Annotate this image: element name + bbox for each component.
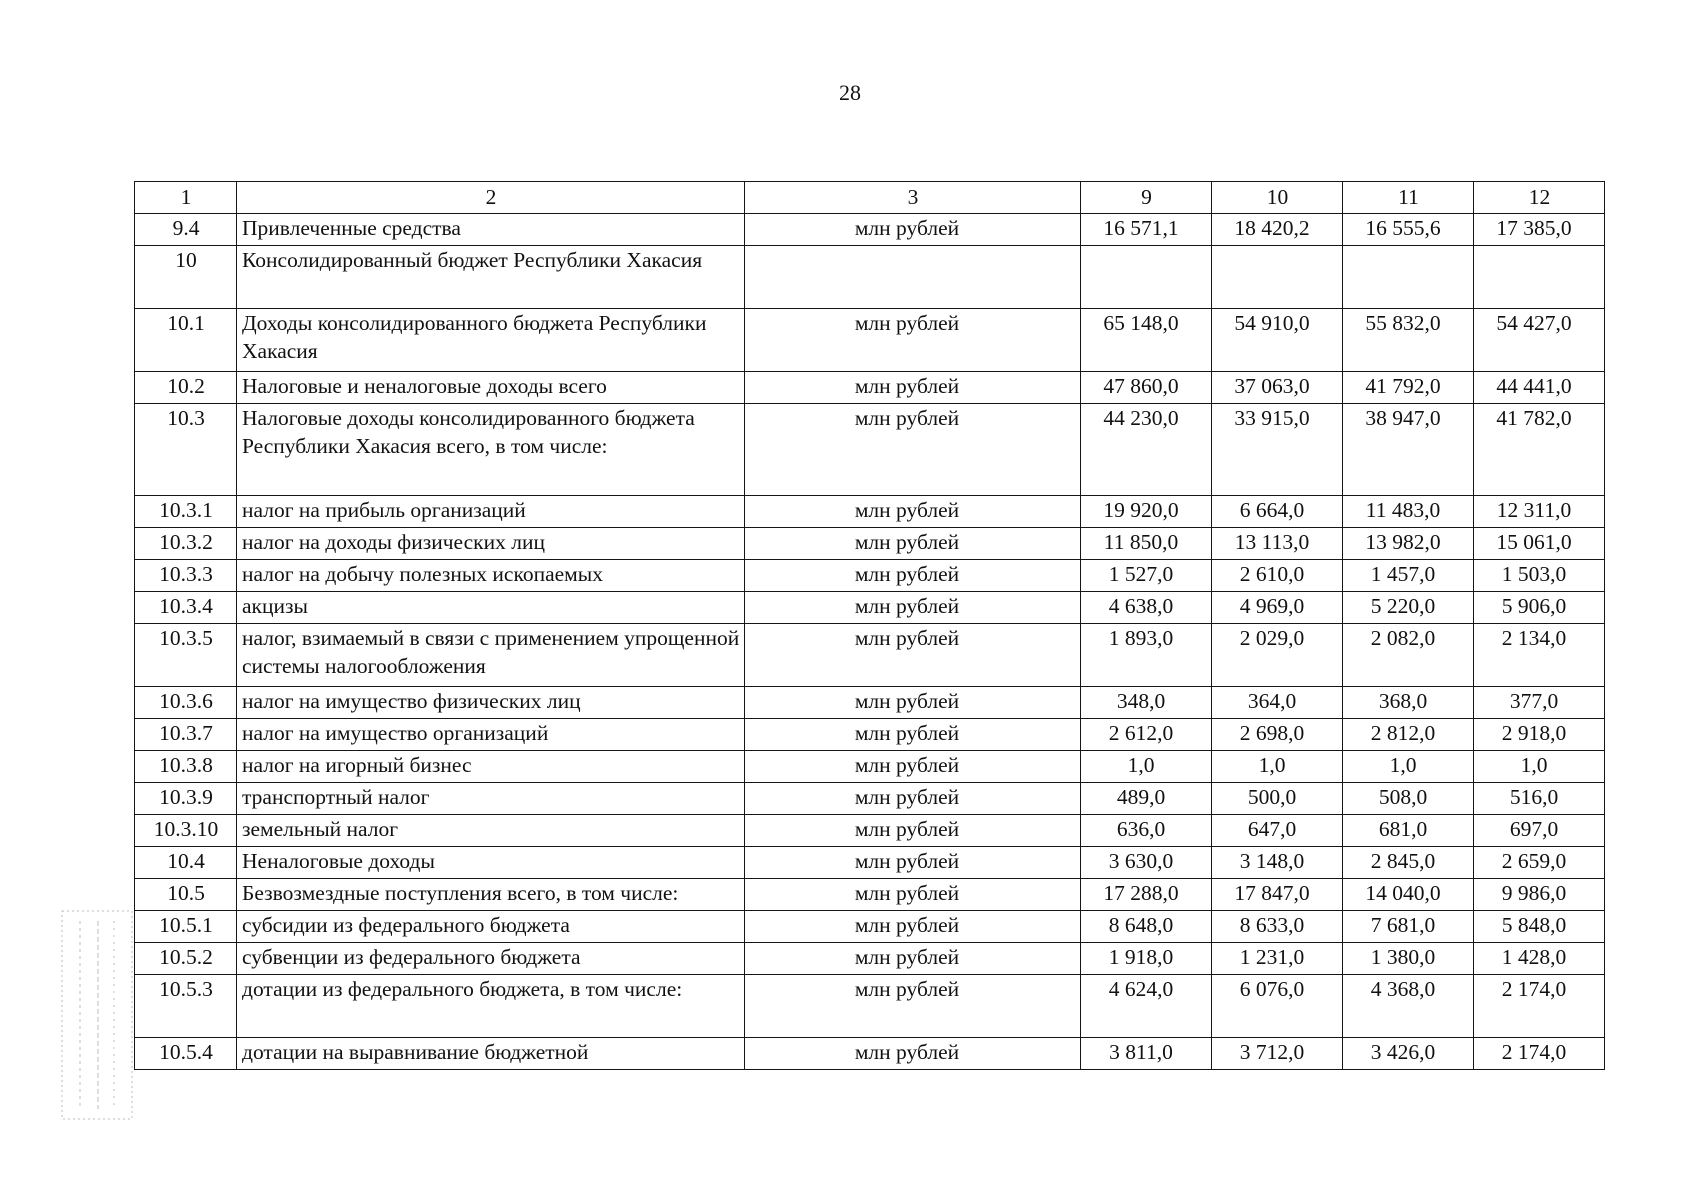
value-cell: 55 832,0 [1343,309,1474,372]
value-cell: 1 918,0 [1081,943,1212,975]
value-cell [1474,246,1605,309]
indicator-name-cell: Привлеченные средства [237,214,745,246]
indicator-name-cell: Налоговые доходы консолидированного бюджета Республики Хакасия всего, в том числе: [237,404,745,496]
value-cell: 47 860,0 [1081,372,1212,404]
value-cell: 2 659,0 [1474,847,1605,879]
column-header: 1 [135,182,237,214]
value-cell: 1 428,0 [1474,943,1605,975]
indicator-name-cell: субвенции из федерального бюджета [237,943,745,975]
value-cell: 5 906,0 [1474,592,1605,624]
value-cell: 17 288,0 [1081,879,1212,911]
table-row [135,372,1605,404]
table-row [135,309,1605,372]
table-row [135,943,1605,975]
value-cell: 41 792,0 [1343,372,1474,404]
unit-cell: млн рублей [745,528,1081,560]
value-cell: 697,0 [1474,815,1605,847]
table-row [135,560,1605,592]
unit-cell: млн рублей [745,687,1081,719]
value-cell: 6 076,0 [1212,975,1343,1038]
unit-cell: млн рублей [745,783,1081,815]
value-cell: 44 441,0 [1474,372,1605,404]
value-cell: 348,0 [1081,687,1212,719]
value-cell: 647,0 [1212,815,1343,847]
value-cell: 8 633,0 [1212,911,1343,943]
indicator-name-cell: налог на имущество физических лиц [237,687,745,719]
column-header: 3 [745,182,1081,214]
column-header: 11 [1343,182,1474,214]
value-cell: 12 311,0 [1474,496,1605,528]
table-row [135,1038,1605,1070]
indicator-name-cell: дотации из федерального бюджета, в том числе: [237,975,745,1038]
row-number-cell: 10.5.1 [135,911,237,943]
indicator-name-cell: Консолидированный бюджет Республики Хакасия [237,246,745,309]
table-row [135,496,1605,528]
value-cell: 2 029,0 [1212,624,1343,687]
value-cell: 65 148,0 [1081,309,1212,372]
value-cell: 13 113,0 [1212,528,1343,560]
value-cell: 516,0 [1474,783,1605,815]
table-row [135,847,1605,879]
value-cell: 1 380,0 [1343,943,1474,975]
unit-cell: млн рублей [745,943,1081,975]
row-number-cell: 10.3.1 [135,496,237,528]
row-number-cell: 10 [135,246,237,309]
table-header-row [135,182,1605,214]
value-cell: 4 969,0 [1212,592,1343,624]
row-number-cell: 10.3.7 [135,719,237,751]
row-number-cell: 10.3.8 [135,751,237,783]
value-cell: 2 918,0 [1474,719,1605,751]
value-cell: 500,0 [1212,783,1343,815]
value-cell: 489,0 [1081,783,1212,815]
value-cell: 7 681,0 [1343,911,1474,943]
value-cell: 11 850,0 [1081,528,1212,560]
unit-cell: млн рублей [745,751,1081,783]
unit-cell: млн рублей [745,975,1081,1038]
indicator-name-cell: дотации на выравнивание бюджетной [237,1038,745,1070]
value-cell: 2 082,0 [1343,624,1474,687]
value-cell: 2 174,0 [1474,975,1605,1038]
row-number-cell: 10.3.4 [135,592,237,624]
unit-cell: млн рублей [745,847,1081,879]
unit-cell: млн рублей [745,309,1081,372]
indicator-name-cell: земельный налог [237,815,745,847]
value-cell: 4 624,0 [1081,975,1212,1038]
unit-cell: млн рублей [745,624,1081,687]
value-cell: 38 947,0 [1343,404,1474,496]
table-row [135,719,1605,751]
row-number-cell: 10.3.2 [135,528,237,560]
value-cell: 16 571,1 [1081,214,1212,246]
table-row [135,246,1605,309]
table-row [135,815,1605,847]
unit-cell: млн рублей [745,815,1081,847]
table-row [135,404,1605,496]
value-cell: 2 612,0 [1081,719,1212,751]
unit-cell: млн рублей [745,496,1081,528]
archive-stamp [58,905,136,1125]
unit-cell: млн рублей [745,372,1081,404]
value-cell: 2 610,0 [1212,560,1343,592]
value-cell: 1 893,0 [1081,624,1212,687]
value-cell: 1,0 [1343,751,1474,783]
value-cell: 1 503,0 [1474,560,1605,592]
indicator-name-cell: транспортный налог [237,783,745,815]
row-number-cell: 9.4 [135,214,237,246]
value-cell [1212,246,1343,309]
value-cell: 3 426,0 [1343,1038,1474,1070]
table-row [135,975,1605,1038]
value-cell: 2 134,0 [1474,624,1605,687]
row-number-cell: 10.5.2 [135,943,237,975]
value-cell: 1 231,0 [1212,943,1343,975]
value-cell: 636,0 [1081,815,1212,847]
value-cell: 2 174,0 [1474,1038,1605,1070]
row-number-cell: 10.5.4 [135,1038,237,1070]
row-number-cell: 10.3.3 [135,560,237,592]
value-cell: 1 457,0 [1343,560,1474,592]
table-row [135,911,1605,943]
value-cell: 5 848,0 [1474,911,1605,943]
value-cell: 1,0 [1081,751,1212,783]
table-container [134,181,1605,1070]
value-cell: 14 040,0 [1343,879,1474,911]
indicator-name-cell: налог на добычу полезных ископаемых [237,560,745,592]
table-row [135,624,1605,687]
row-number-cell: 10.5 [135,879,237,911]
value-cell [1343,246,1474,309]
table-row [135,528,1605,560]
value-cell: 1,0 [1212,751,1343,783]
column-header: 2 [237,182,745,214]
value-cell: 33 915,0 [1212,404,1343,496]
value-cell: 3 712,0 [1212,1038,1343,1070]
table-row [135,751,1605,783]
value-cell: 8 648,0 [1081,911,1212,943]
unit-cell: млн рублей [745,404,1081,496]
row-number-cell: 10.3.9 [135,783,237,815]
table-row [135,592,1605,624]
row-number-cell: 10.1 [135,309,237,372]
indicator-name-cell: налог на игорный бизнес [237,751,745,783]
value-cell: 17 847,0 [1212,879,1343,911]
value-cell: 2 698,0 [1212,719,1343,751]
row-number-cell: 10.5.3 [135,975,237,1038]
value-cell: 44 230,0 [1081,404,1212,496]
value-cell: 15 061,0 [1474,528,1605,560]
column-header: 12 [1474,182,1605,214]
row-number-cell: 10.3.5 [135,624,237,687]
value-cell: 377,0 [1474,687,1605,719]
value-cell: 41 782,0 [1474,404,1605,496]
value-cell: 18 420,2 [1212,214,1343,246]
row-number-cell: 10.2 [135,372,237,404]
value-cell: 3 148,0 [1212,847,1343,879]
value-cell: 6 664,0 [1212,496,1343,528]
row-number-cell: 10.3.10 [135,815,237,847]
page-number: 28 [839,80,861,105]
row-number-cell: 10.4 [135,847,237,879]
value-cell: 1 527,0 [1081,560,1212,592]
value-cell: 17 385,0 [1474,214,1605,246]
column-header: 10 [1212,182,1343,214]
value-cell: 2 845,0 [1343,847,1474,879]
value-cell [1081,246,1212,309]
row-number-cell: 10.3.6 [135,687,237,719]
value-cell: 4 638,0 [1081,592,1212,624]
indicator-name-cell: налог на доходы физических лиц [237,528,745,560]
value-cell: 3 630,0 [1081,847,1212,879]
value-cell: 2 812,0 [1343,719,1474,751]
table-row [135,783,1605,815]
value-cell: 681,0 [1343,815,1474,847]
value-cell: 16 555,6 [1343,214,1474,246]
unit-cell: млн рублей [745,592,1081,624]
unit-cell: млн рублей [745,911,1081,943]
row-number-cell: 10.3 [135,404,237,496]
indicator-name-cell: налог на имущество организаций [237,719,745,751]
value-cell: 37 063,0 [1212,372,1343,404]
value-cell: 9 986,0 [1474,879,1605,911]
indicator-name-cell: Неналоговые доходы [237,847,745,879]
value-cell: 364,0 [1212,687,1343,719]
value-cell: 508,0 [1343,783,1474,815]
unit-cell: млн рублей [745,879,1081,911]
table-row [135,214,1605,246]
value-cell: 5 220,0 [1343,592,1474,624]
table-row [135,687,1605,719]
value-cell: 11 483,0 [1343,496,1474,528]
value-cell: 1,0 [1474,751,1605,783]
unit-cell: млн рублей [745,560,1081,592]
indicator-name-cell: налог, взимаемый в связи с применением упрощенной системы налогообложения [237,624,745,687]
indicator-name-cell: Доходы консолидированного бюджета Республики Хакасия [237,309,745,372]
budget-table [134,181,1605,1070]
unit-cell: млн рублей [745,1038,1081,1070]
value-cell: 4 368,0 [1343,975,1474,1038]
value-cell: 19 920,0 [1081,496,1212,528]
value-cell: 13 982,0 [1343,528,1474,560]
value-cell: 3 811,0 [1081,1038,1212,1070]
value-cell: 368,0 [1343,687,1474,719]
unit-cell [745,246,1081,309]
indicator-name-cell: налог на прибыль организаций [237,496,745,528]
indicator-name-cell: Налоговые и неналоговые доходы всего [237,372,745,404]
table-row [135,879,1605,911]
indicator-name-cell: субсидии из федерального бюджета [237,911,745,943]
indicator-name-cell: Безвозмездные поступления всего, в том числе: [237,879,745,911]
unit-cell: млн рублей [745,719,1081,751]
value-cell: 54 427,0 [1474,309,1605,372]
indicator-name-cell: акцизы [237,592,745,624]
value-cell: 54 910,0 [1212,309,1343,372]
unit-cell: млн рублей [745,214,1081,246]
column-header: 9 [1081,182,1212,214]
